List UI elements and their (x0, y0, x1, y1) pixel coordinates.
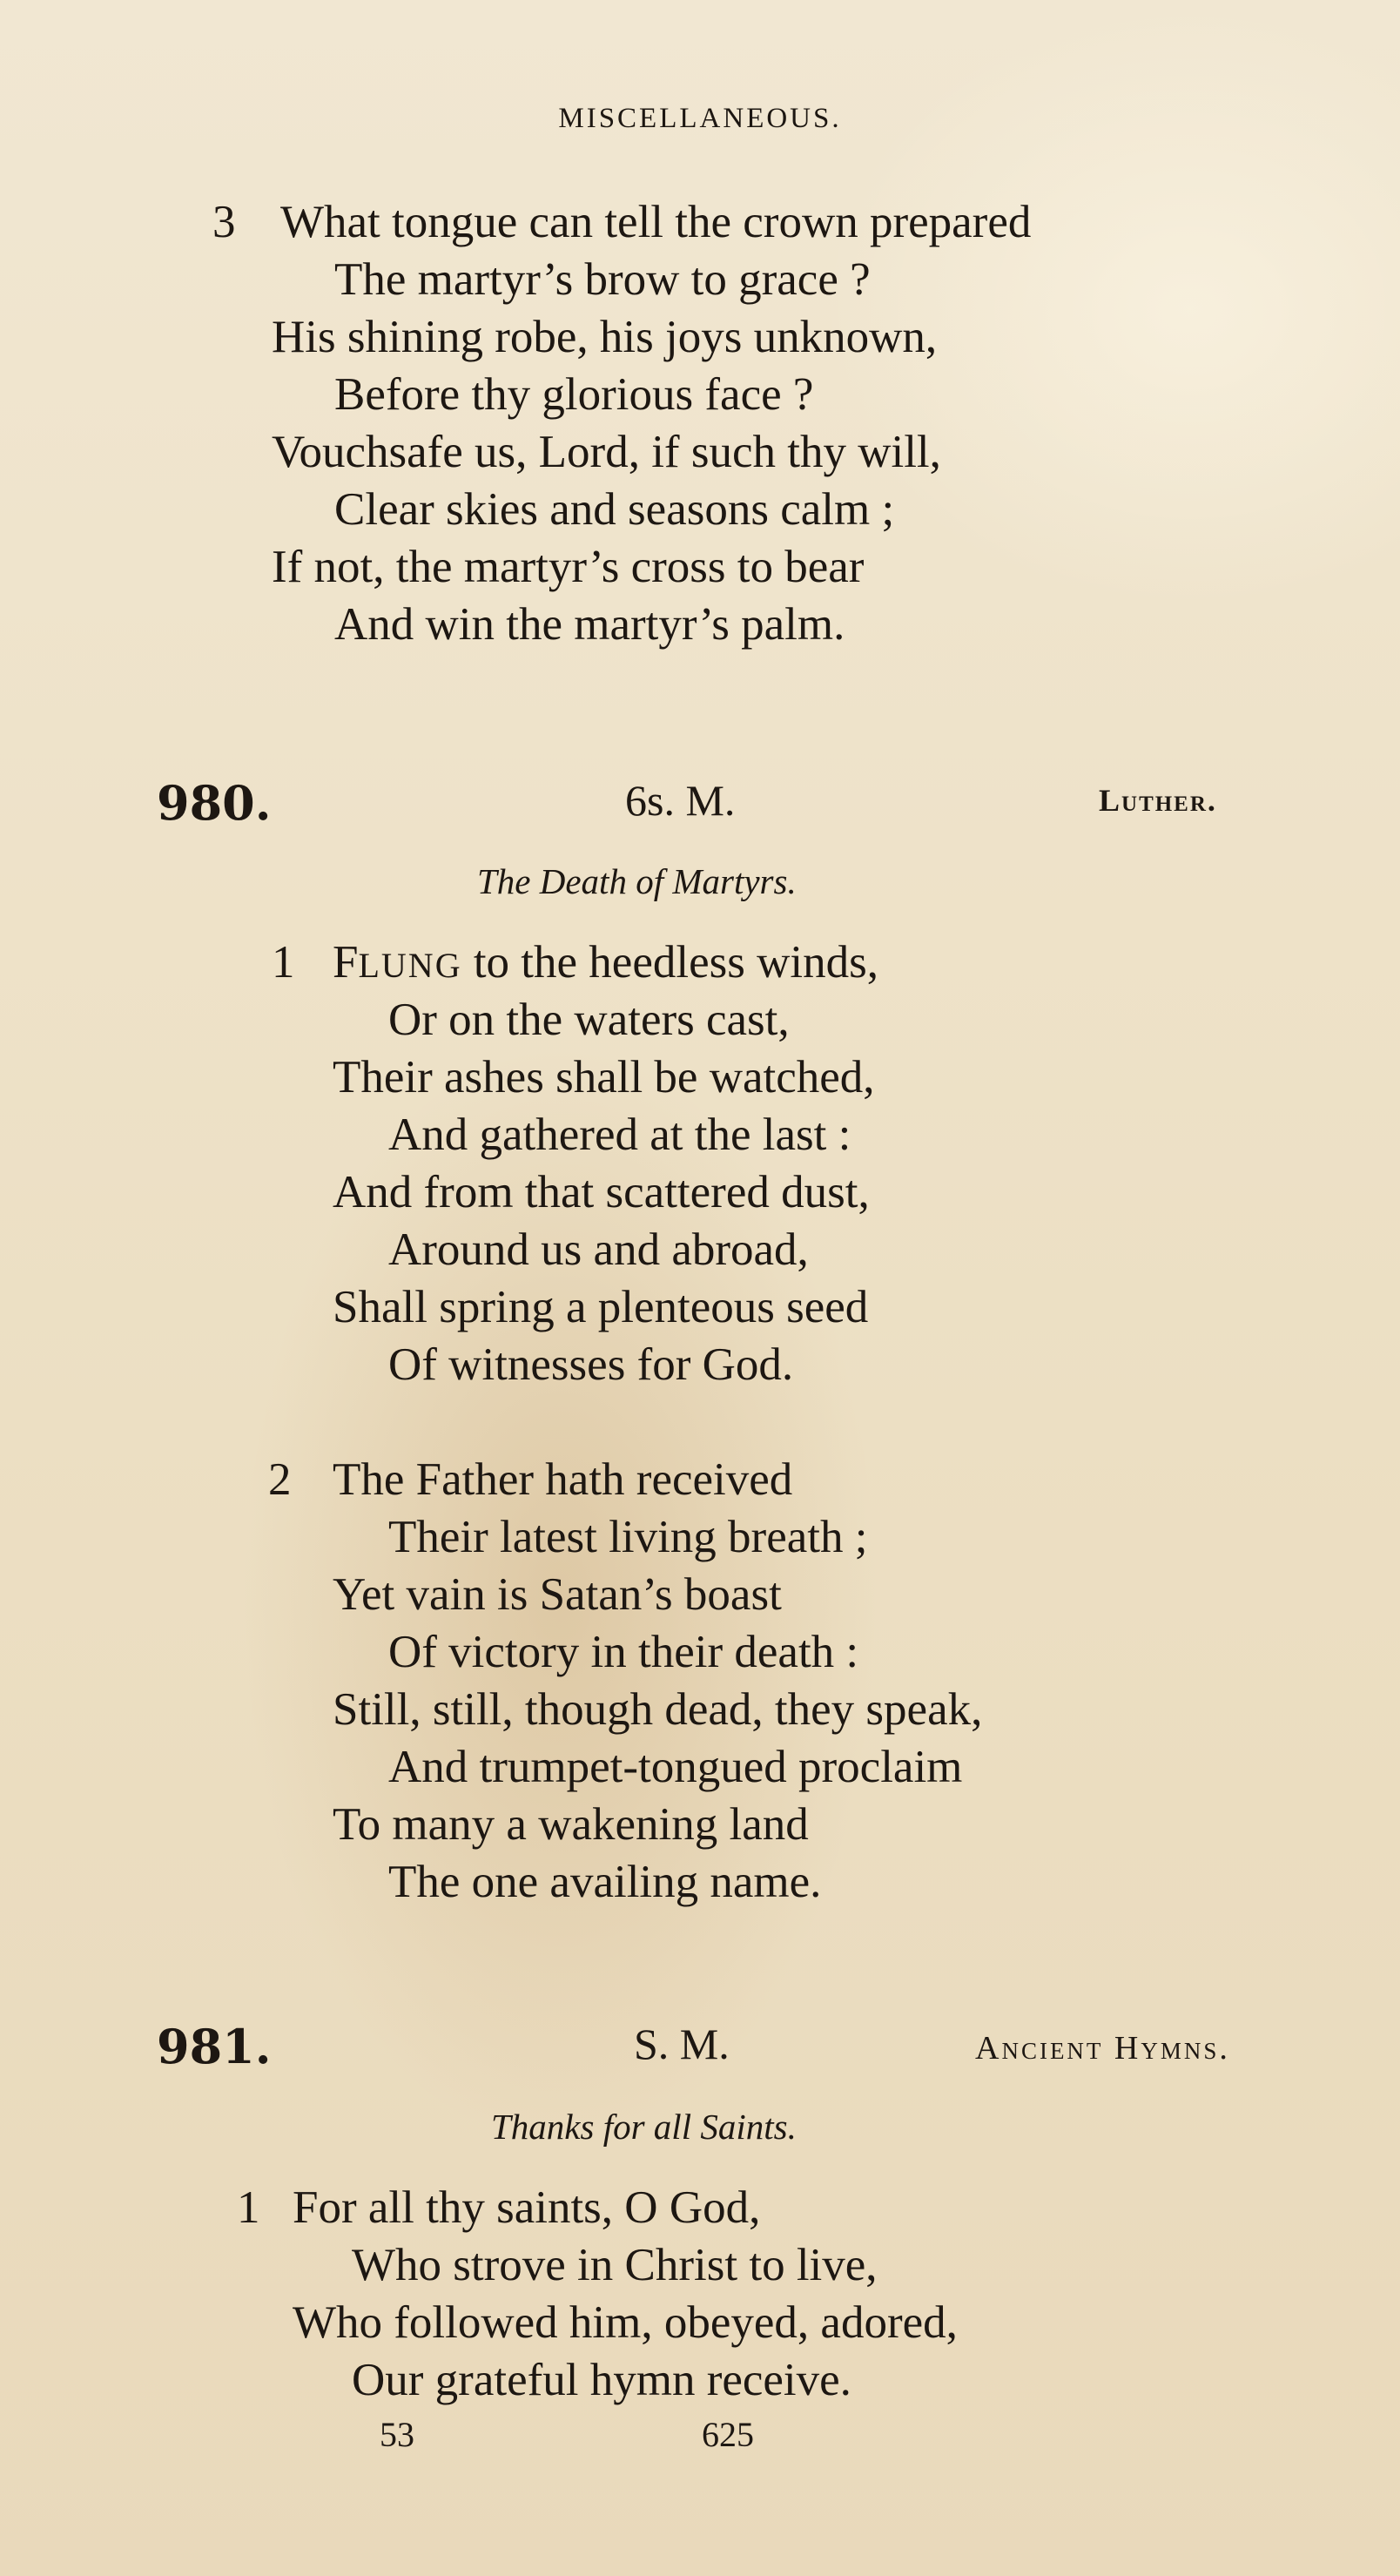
hymn-number: 980. (157, 775, 272, 831)
verse-line: The one availing name. (388, 1857, 822, 1907)
verse-line: And gathered at the last : (388, 1109, 851, 1160)
verse-line: Yet vain is Satan’s boast (333, 1569, 782, 1620)
hymn-meter: S. M. (634, 2020, 730, 2068)
verse-line: The Father hath received (333, 1454, 793, 1505)
verse-line: Vouchsafe us, Lord, if such thy will, (272, 427, 941, 477)
verse-line: Who followed him, obeyed, adored, (293, 2297, 958, 2348)
verse-line: Before thy glorious face ? (334, 369, 814, 420)
running-head: MISCELLANEOUS. (558, 103, 842, 134)
verse-line: For all thy saints, O God, (293, 2182, 761, 2233)
verse-line: Of witnesses for God. (388, 1339, 794, 1390)
verse-line: Still, still, though dead, they speak, (333, 1684, 983, 1735)
verse-line: And win the martyr’s palm. (334, 599, 845, 650)
verse-line: If not, the martyr’s cross to bear (272, 542, 865, 592)
verse-number: 2 (268, 1454, 292, 1505)
verse-number: 1 (237, 2182, 260, 2233)
verse-line: Of victory in their death : (388, 1627, 859, 1677)
hymn-meter: 6s. M. (625, 776, 736, 825)
verse-line: What tongue can tell the crown prepared (280, 197, 1032, 247)
verse-line: Our grateful hymn receive. (352, 2355, 851, 2405)
hymn-title: The Death of Martyrs. (477, 861, 797, 901)
verse-number: 3 (212, 197, 236, 247)
verse-line: Shall spring a plenteous seed (333, 1282, 869, 1332)
first-line-rest: to the heedless winds, (461, 937, 878, 988)
verse-line: Who strove in Christ to live, (352, 2240, 878, 2290)
verse-line: Clear skies and seasons calm ; (334, 484, 895, 535)
first-word-initial: F (333, 937, 359, 988)
hymn-author: Luther. (1099, 783, 1217, 818)
hymn-number: 981. (157, 2019, 272, 2074)
first-word-rest: LUNG (358, 946, 462, 985)
verse-line: Around us and abroad, (388, 1224, 809, 1275)
verse-line: Their ashes shall be watched, (333, 1052, 875, 1103)
verse-line: Their latest living breath ; (388, 1512, 868, 1562)
verse-line: His shining robe, his joys unknown, (272, 312, 938, 362)
verse-line (333, 934, 878, 995)
verse-line: Or on the waters cast, (388, 995, 790, 1045)
verse-line: The martyr’s brow to grace ? (334, 254, 871, 305)
page-number: 625 (702, 2415, 754, 2454)
verse-line: And trumpet-tongued proclaim (388, 1742, 963, 1792)
signature-mark: 53 (380, 2415, 414, 2454)
hymn-author: Ancient Hymns. (975, 2030, 1230, 2067)
verse-number: 1 (272, 937, 295, 988)
hymn-title: Thanks for all Saints. (491, 2107, 797, 2147)
verse-line: To many a wakening land (333, 1799, 809, 1850)
verse-line: And from that scattered dust, (333, 1167, 870, 1217)
